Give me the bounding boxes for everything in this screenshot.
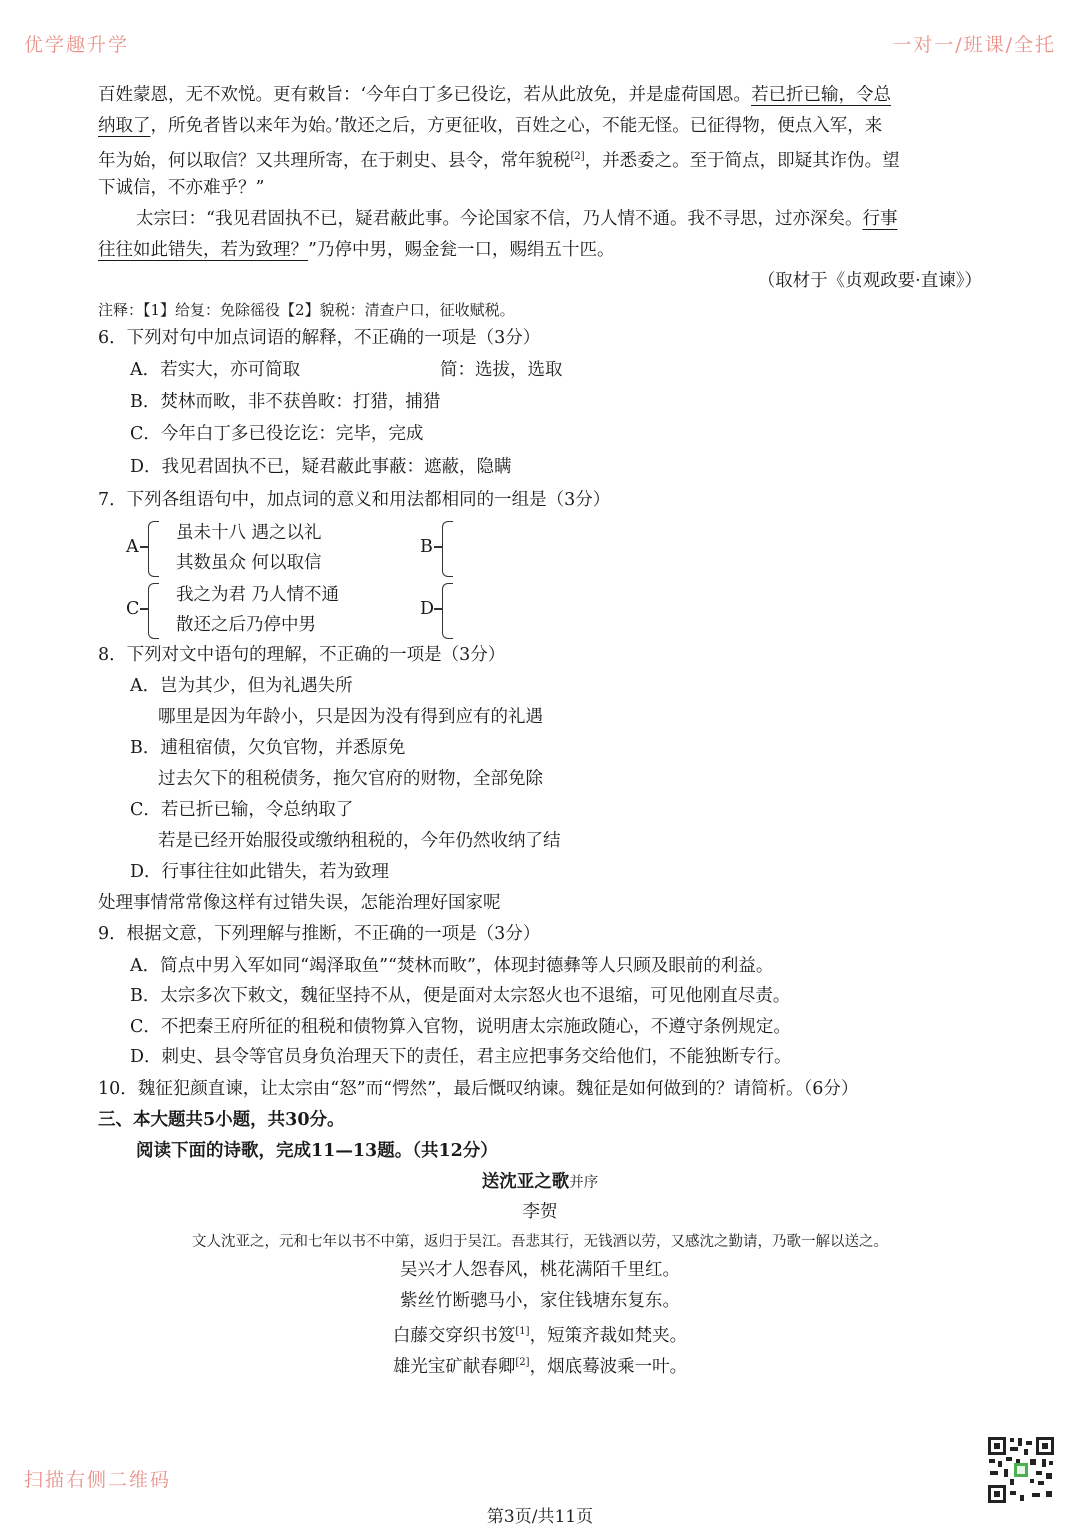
poem-line [98, 1351, 982, 1379]
footnote-marker: [2] [570, 151, 585, 162]
poem-text: ，短策齐裁如梵夹。 [529, 1325, 688, 1346]
question-7-option-a [126, 519, 426, 579]
passage-line [98, 83, 982, 107]
passage-source: （取材于《贞观政要·直谏》） [757, 271, 982, 291]
brace-icon [442, 583, 453, 639]
option-line: 我之为君 乃人情不通 [176, 585, 340, 605]
question-6-option-c: C．今年白丁多已役讫讫：完毕，完成 [130, 424, 424, 444]
passage-text: ，并悉委之。至于简点，即疑其诈伪。望 [584, 150, 900, 171]
poem-text: ，烟底蓦波乘一叶。 [529, 1356, 688, 1377]
passage-line [98, 145, 982, 173]
poem-title [98, 1170, 982, 1195]
poem-title-text: 送沈亚之歌 [481, 1172, 570, 1192]
question-9-stem: 9．根据文意，下列理解与推断，不正确的一项是（3分） [98, 924, 541, 944]
question-8-option-d-translation: 处理事情常常像这样有过错失误，怎能治理好国家呢 [98, 893, 501, 913]
poem-line: 吴兴才人怨春风，桃花满陌千里红。 [400, 1260, 680, 1280]
passage-line [98, 114, 982, 138]
poem-text: 雄光宝矿献春卿 [392, 1356, 516, 1377]
underlined-text: 若已折已输，令总 [751, 85, 892, 105]
passage-text: 百姓蒙恩，无不欢悦。更有敕旨：‘今年白丁多已役讫，若从此放免，并是虚荷国恩。 [98, 85, 752, 105]
poem-preface: 文人沈亚之，元和七年以书不中第，返归于吴江。吾悲其行，无钱酒以劳，又感沈之勤请，乃歌一解以送之。 [192, 1234, 888, 1250]
option-label: B [420, 537, 433, 557]
underlined-text: 纳取了 [98, 116, 151, 136]
question-6-stem: 6．下列对句中加点词语的解释，不正确的一项是（3分） [98, 328, 541, 348]
passage-text: 太宗曰：“我见君固执不已，疑君蔽此事。今论国家不信，乃人情不通。我不寻思，过亦深矣。 [136, 209, 863, 229]
passage-note: 注释：【1】给复：免除徭役【2】貌税：清查户口，征收赋税。 [98, 301, 515, 319]
header-services: 一对一/班课/全托 [892, 34, 1056, 56]
question-7-stem: 7．下列各组语句中，加点词的意义和用法都相同的一组是（3分） [98, 490, 611, 510]
question-8-option-d: D．行事往往如此错失，若为致理 [130, 862, 390, 882]
option-line: 虽未十八 遇之以礼 [176, 523, 322, 543]
question-9-option-c: C．不把秦王府所征的租税和债物算入官物，说明唐太宗施政随心，不遵守条例规定。 [130, 1017, 791, 1037]
question-8-option-b: B．逋租宿债，欠负官物，并悉原免 [130, 738, 406, 758]
passage-line [98, 238, 982, 262]
question-7-option-c [126, 581, 426, 641]
poem-title-suffix: 并序 [569, 1175, 599, 1191]
section-3-title: 三、本大题共5小题，共30分。 [98, 1110, 345, 1130]
header-brand: 优学趣升学 [24, 34, 130, 56]
underlined-text: 往往如此错失，若为致理？ [98, 240, 308, 260]
question-7-option-d [420, 581, 520, 641]
footer-scan-hint: 扫描右侧二维码 [24, 1469, 172, 1491]
option-label: A [126, 537, 139, 557]
question-9-option-a: A．简点中男入军如同“竭泽取鱼”“焚林而畋”，体现封德彝等人只顾及眼前的利益。 [130, 956, 774, 976]
brace-icon [442, 521, 453, 577]
passage-text: 年为始，何以取信？又共理所寄，在于刺史、县令，常年貌税 [98, 150, 571, 171]
poem-text: 白藤交穿织书笈 [392, 1325, 516, 1346]
question-8-option-a: A．岂为其少，但为礼遇失所 [130, 676, 353, 696]
poem-line [98, 1320, 982, 1348]
footnote-marker: [2] [515, 1357, 530, 1368]
passage-line [98, 207, 982, 231]
question-8-option-c: C．若已折已输，令总纳取了 [130, 800, 354, 820]
question-8-option-b-translation: 过去欠下的租税债务，拖欠官府的财物，全部免除 [158, 769, 543, 789]
passage-text: ，所免者皆以来年为始。’散还之后，方更征收，百姓之心，不能无怪。已征得物，便点入军，来 [150, 116, 883, 136]
qr-code-icon[interactable] [986, 1435, 1056, 1505]
option-line: 散还之后乃停中男 [176, 615, 316, 635]
page-number: 第3页/共11页 [486, 1507, 594, 1527]
brace-icon [148, 521, 159, 577]
question-6-option-a: A．若实大，亦可简取 [130, 360, 301, 380]
footnote-marker: [1] [515, 1326, 530, 1337]
underlined-text: 行事 [862, 209, 898, 229]
passage-line: 下诚信，不亦难乎？” [98, 178, 265, 198]
poem-author: 李贺 [522, 1202, 558, 1222]
poem-line: 紫丝竹断骢马小，家住钱塘东复东。 [400, 1291, 680, 1311]
question-8-option-a-translation: 哪里是因为年龄小，只是因为没有得到应有的礼遇 [158, 707, 543, 727]
question-8-option-c-translation: 若是已经开始服役或缴纳租税的，今年仍然收纳了结 [158, 831, 561, 851]
option-label: C [126, 599, 140, 619]
question-7-option-b [420, 519, 520, 579]
question-6-option-d: D．我见君固执不已，疑君蔽此事蔽：遮蔽，隐瞒 [130, 457, 512, 477]
option-label: D [420, 599, 435, 619]
brace-icon [148, 583, 159, 639]
question-9-option-d: D．刺史、县令等官员身负治理天下的责任，君主应把事务交给他们，不能独断专行。 [130, 1047, 792, 1067]
question-10: 10．魏征犯颜直谏，让太宗由“怒”而“愕然”，最后慨叹纳谏。魏征是如何做到的？请简析。（6分） [98, 1079, 859, 1099]
passage-text: ”乃停中男，赐金瓮一口，赐绢五十匹。 [308, 240, 615, 260]
option-line: 其数虽众 何以取信 [176, 553, 322, 573]
question-6-option-b: B．焚林而畋，非不获兽畋：打猎，捕猎 [130, 392, 441, 412]
question-8-stem: 8．下列对文中语句的理解，不正确的一项是（3分） [98, 645, 506, 665]
question-9-option-b: B．太宗多次下敕文，魏征坚持不从，便是面对太宗怒火也不退缩，可见他刚直尽责。 [130, 986, 791, 1006]
section-3-instruction: 阅读下面的诗歌，完成11—13题。（共12分） [136, 1141, 498, 1161]
question-6-option-a-gloss: 简：选拔，选取 [440, 360, 563, 380]
